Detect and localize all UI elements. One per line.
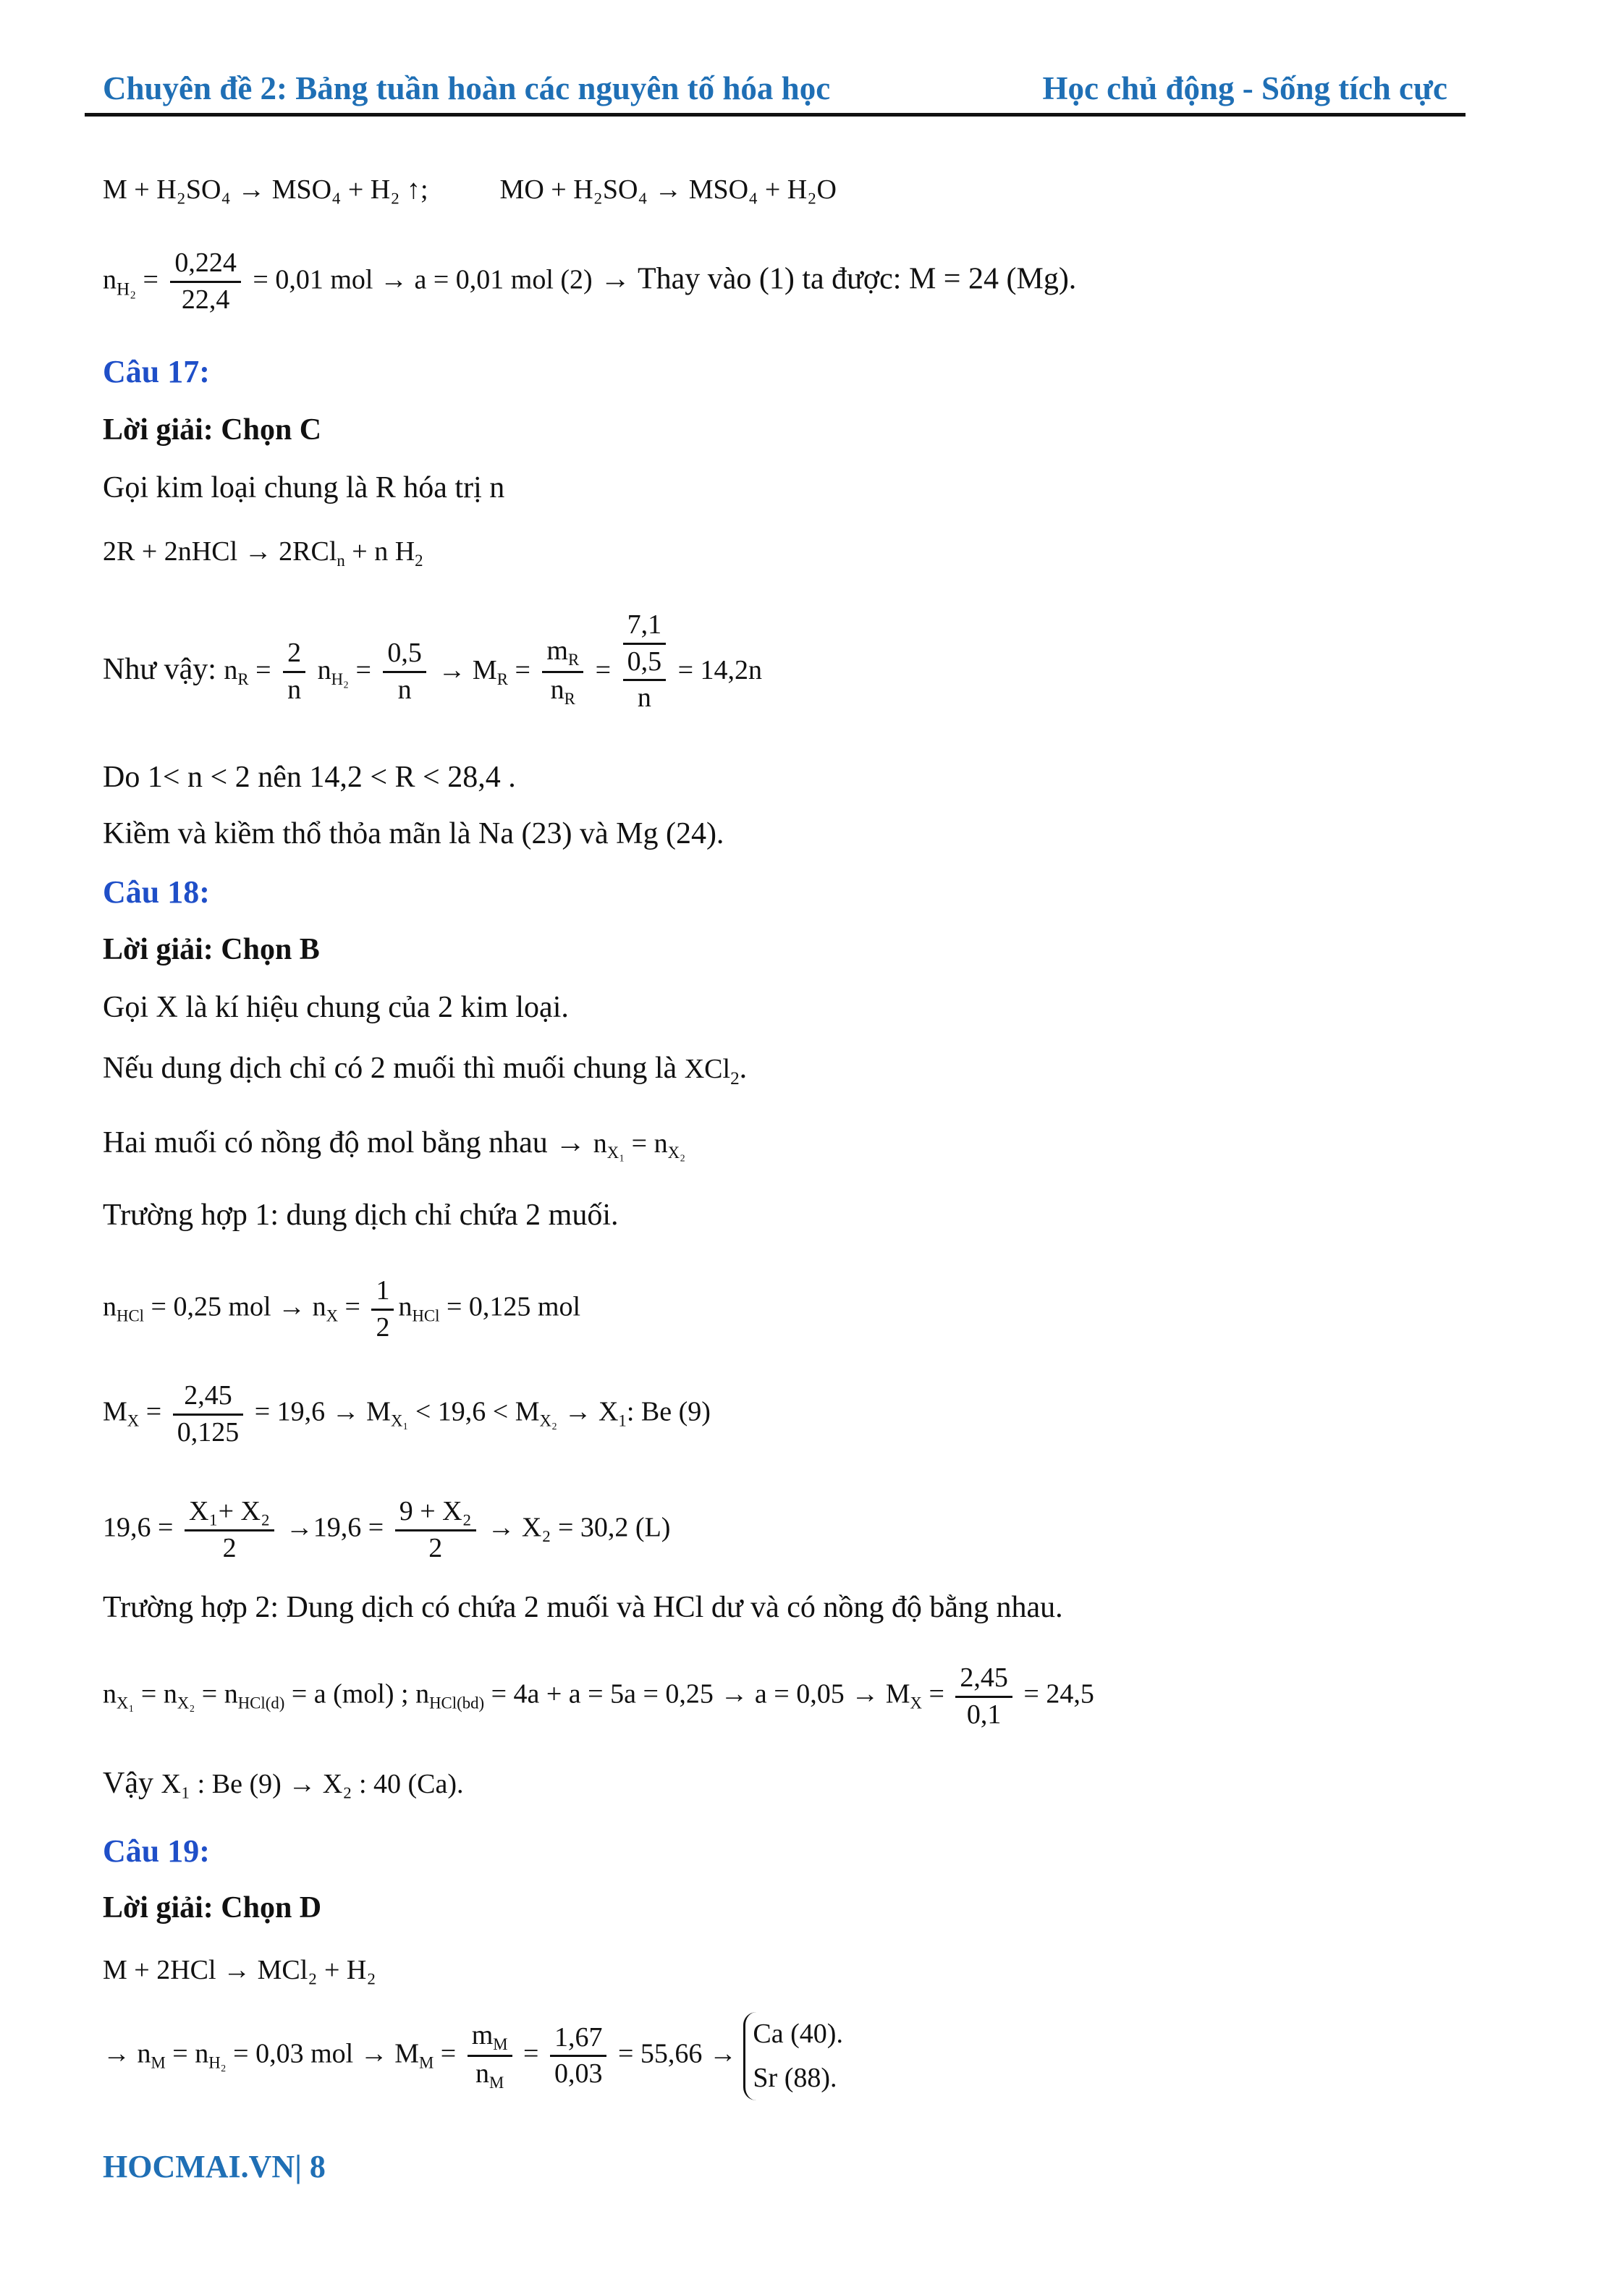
q18-e4-frac xyxy=(955,1661,1012,1732)
q17-p1: Gọi kim loại chung là R hóa trị n xyxy=(103,471,505,504)
q19-opt-sr: Sr (88). xyxy=(753,2062,837,2093)
q18-e2-frac xyxy=(173,1379,244,1450)
f2-den: n xyxy=(397,674,412,705)
nh2-sub: H₂ xyxy=(117,279,136,300)
q18-p6-pre: Vậy xyxy=(103,1767,153,1800)
f2-num: 0,5 xyxy=(383,636,426,673)
q18-eq2: $M_X$ = $\frac{2,45}{0,125}$ = $19,6 \to M_{X_1} < 19,6 < M_{X_2} \to X_1$: Be (9) xyxy=(103,1379,711,1450)
e1-den: 2 xyxy=(376,1311,390,1343)
q17-frac-2 xyxy=(383,636,426,707)
q19-num: m xyxy=(471,2019,494,2050)
q18-p3-text: Hai muối có nồng độ mol bằng nhau → xyxy=(103,1126,586,1159)
q19-den: n xyxy=(475,2058,489,2090)
e1-num: 1 xyxy=(371,1274,394,1311)
frac-den: 22,4 xyxy=(181,284,230,315)
q19-opt-ca: Ca (40). xyxy=(753,2019,843,2049)
q19-e-a: = 0,03 mol → xyxy=(233,2038,388,2069)
q18-p6 xyxy=(103,1766,464,1801)
q18-e2-d: : Be (9) xyxy=(626,1396,711,1427)
q18-e3-frac2 xyxy=(395,1495,476,1566)
q18-e2-b: < 19,6 < xyxy=(415,1396,509,1427)
footer-page-label: HOCMAI.VN| 8 xyxy=(103,2149,326,2184)
q19-num2: 1,67 xyxy=(550,2021,607,2058)
q18-e4-end: = 24,5 xyxy=(1023,1678,1094,1710)
q18-eq4: $n_{X_1} = n_{X_2} = n_{HCl(d)} = a$ (mol) ; $n_{HCl(bd)} = 4a + a = 5a = 0,25 \to a = 0,05 \to M_X$ = $\frac{2,45}{0,1}$ = 24,5 xyxy=(103,1661,1094,1732)
f4-den-den: n xyxy=(637,683,651,713)
q19-den2: 0,03 xyxy=(554,2058,603,2090)
header-rule xyxy=(85,113,1466,117)
nh2-fraction xyxy=(170,246,241,317)
q18-e4-b: = 4a + a = 5a = 0,25 → a = 0,05 → xyxy=(491,1678,879,1710)
q18-e3-mid: →19,6 = xyxy=(285,1512,384,1543)
nh2-symbol: n xyxy=(103,264,117,295)
header-left: Chuyên đề 2: Bảng tuần hoàn các nguyên tố hóa học xyxy=(103,70,831,106)
q17-title: Câu 17: xyxy=(103,354,210,389)
nhu-vay-label: Như vậy: xyxy=(103,653,216,686)
q17-reaction-sub: n xyxy=(337,551,345,570)
q17-answer: Lời giải: Chọn C xyxy=(103,413,322,447)
q18-p2-formula: XCl xyxy=(684,1054,731,1084)
q17-frac-4 xyxy=(623,608,667,716)
q18-p4: Trường hợp 1: dung dịch chỉ chứa 2 muối. xyxy=(103,1199,619,1232)
q17-p2: Do 1< n < 2 nên 14,2 < R < 28,4 . xyxy=(103,761,516,794)
q18-e2-c: → xyxy=(564,1396,592,1427)
q19-frac-2 xyxy=(550,2021,607,2092)
e2-num: 2,45 xyxy=(173,1379,244,1416)
q18-p3: Hai muối có nồng độ mol bằng nhau → $n_{X_1} = n_{X_2}$ xyxy=(103,1126,686,1162)
q18-e2-a: = 19,6 → xyxy=(254,1396,360,1427)
q18-eq1: $n_{HCl} = 0,25$ mol → $n_X$ = $\frac{1}{2}$ $n_{HCl} = 0,125$ mol xyxy=(103,1274,580,1345)
q18-p1: Gọi X là kí hiệu chung của 2 kim loại. xyxy=(103,991,569,1024)
q18-p5: Trường hợp 2: Dung dịch có chứa 2 muối và HCl dư và có nồng độ bằng nhau. xyxy=(103,1591,1063,1624)
q18-p2-text: Nếu dung dịch chỉ có 2 muối thì muối chung là xyxy=(103,1052,677,1085)
q18-title: Câu 18: xyxy=(103,874,210,910)
f4-num: 7,1 xyxy=(623,608,667,645)
q18-eq3 xyxy=(103,1495,670,1566)
q19-title: Câu 19: xyxy=(103,1833,210,1869)
q17-reaction-main: 2R + 2nHCl → 2RCl xyxy=(103,536,337,567)
q19-result: = 55,66 → xyxy=(617,2038,737,2069)
q19-reaction: M + 2HCl → MCl₂ + H₂ xyxy=(103,1955,376,1985)
q18-e3-pre: 19,6 = xyxy=(103,1512,174,1543)
q18-p6-eq: X₁ : Be (9) → X₂ : 40 (Ca). xyxy=(161,1769,464,1799)
frac-num: 0,224 xyxy=(170,246,241,283)
q18-e1-a: = 0,25 mol → xyxy=(151,1291,306,1322)
f3-den: n xyxy=(550,674,564,705)
e4-den: 0,1 xyxy=(966,1699,1002,1730)
e2-den: 0,125 xyxy=(177,1416,240,1448)
e3-num2: 9 + X₂ xyxy=(395,1495,476,1531)
q18-e4-a: = a (mol) ; xyxy=(291,1678,409,1710)
q17-result: = 14,2n xyxy=(677,655,763,685)
f1-den: n xyxy=(287,674,302,705)
e4-num: 2,45 xyxy=(955,1661,1012,1698)
nh2-equation: $n_{H_2}$ = $\frac{0,224}{22,4}$ = 0,01 mol → a = 0,01 mol (2) → Thay vào (1) ta được: M = 24 (Mg). xyxy=(103,246,1076,317)
q17-reaction-tail: + n H xyxy=(344,536,415,567)
reaction-2: MO + H₂SO₄ → MSO₄ + H₂O xyxy=(499,174,837,205)
f1-num: 2 xyxy=(283,636,305,673)
q18-answer: Lời giải: Chọn B xyxy=(103,933,320,966)
q19-options xyxy=(743,2012,843,2100)
top-reactions xyxy=(103,174,837,206)
reaction-1: M + H₂SO₄ → MSO₄ + H₂ ↑; xyxy=(103,174,428,205)
q19-answer: Lời giải: Chọn D xyxy=(103,1891,322,1924)
nh2-result: = 0,01 mol → a = 0,01 mol (2) xyxy=(253,264,593,295)
q19-frac-1: $\frac{m_M}{n_M}$ xyxy=(468,2019,512,2094)
q18-e1-b: = 0,125 mol xyxy=(446,1291,581,1322)
f4-den-num: 0,5 xyxy=(623,645,667,682)
q17-frac-1 xyxy=(283,636,305,707)
q17-equation: Như vậy: $n_R$ = $\frac{2}{n}$ $n_{H_2}$ = $\frac{0,5}{n}$ → $M_R$ = $\frac{m_R}{n_R}$ = 7,1 0,5 n = 14,2n xyxy=(103,608,762,716)
q19-eq: → $n_M = n_{H_2} = 0,03$ mol → $M_M$ = $\frac{m_M}{n_M}$ = $\frac{1,67}{0,03}$ = 55,66 → Ca (40). Sr (88). xyxy=(103,2012,843,2100)
q18-e3-end: → X₂ = 30,2 (L) xyxy=(487,1512,671,1543)
e3-den2: 2 xyxy=(428,1532,443,1563)
nh2-text: → Thay vào (1) ta được: M = 24 (Mg). xyxy=(600,262,1077,296)
q18-e3-frac1 xyxy=(185,1495,274,1566)
q18-p2: Nếu dung dịch chỉ có 2 muối thì muối chung là XCl$_2$. xyxy=(103,1052,748,1089)
f3-num: m xyxy=(546,635,568,667)
q18-e1-frac xyxy=(371,1274,394,1345)
e3-num: X₁+ X₂ xyxy=(185,1495,274,1531)
q17-reaction-tail-sub: 2 xyxy=(415,551,423,570)
q17-reaction xyxy=(103,536,423,570)
q17-p3: Kiềm và kiềm thổ thỏa mãn là Na (23) và Mg (24). xyxy=(103,817,724,850)
e3-den: 2 xyxy=(222,1532,237,1563)
header-right: Học chủ động - Sống tích cực xyxy=(1042,70,1447,106)
q17-frac-3: $\frac{m_R}{n_R}$ xyxy=(542,634,583,709)
